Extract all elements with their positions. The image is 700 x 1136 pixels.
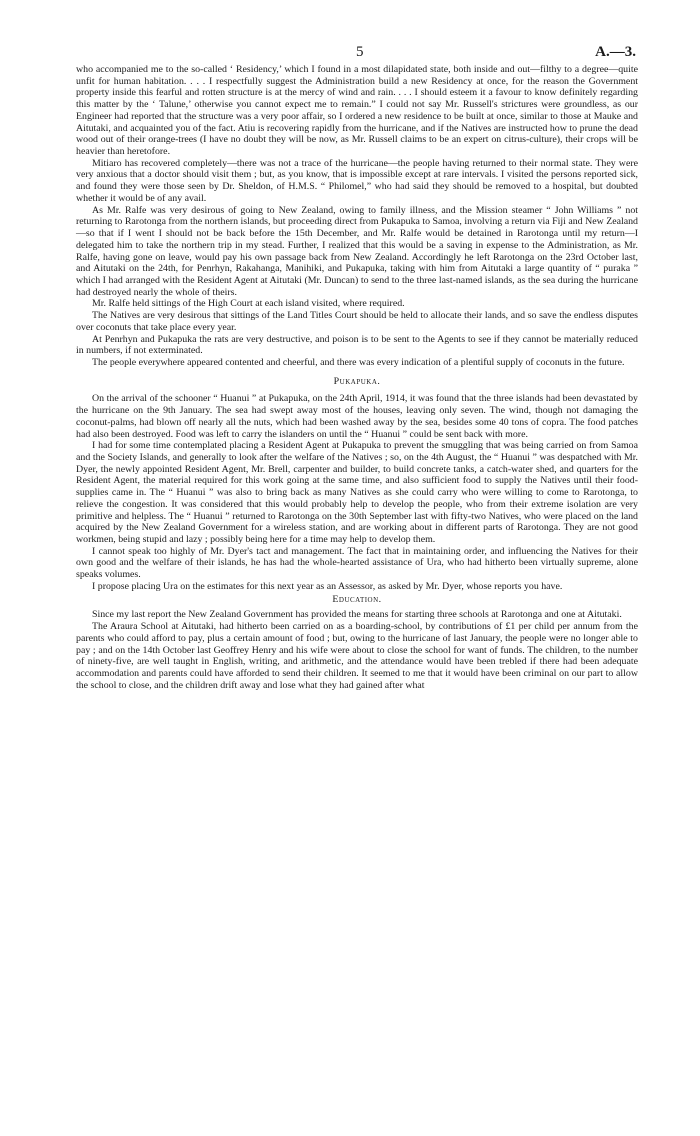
page-number: 5: [356, 44, 364, 60]
paragraph-schools: Since my last report the New Zealand Government has provided the means for starting three schools at Rarotonga and one at Aitutaki.: [92, 609, 622, 621]
section-heading-pukapuka: Pukapuka.: [333, 375, 381, 387]
series-code: A.—3.: [595, 44, 636, 60]
paragraph-ura: I propose placing Ura on the estimates for this next year as an Assessor, as asked by Mr. Dyer, whose reports you have.: [92, 580, 563, 592]
body-text: [76, 64, 638, 691]
paragraph-northern-trip: As Mr. Ralfe was very desirous of going to New Zealand, owing to family illness, and the Mission steamer “ John Williams ” not returning to Rarotonga from the northern islands, but proceeding direct from Pukapuka to Samoa, involving a return via Fiji and New Zealand—so that if I went I should not be back before the 15th December, and Mr. Ralfe would be detained in Rarotonga until my return—I delegated him to take the northern trip in my stead. Further, I realized that this would be a saving in expense to the Administration, as Mr. Ralfe, having gone on leave, would pay his own passage back from New Zealand. Accordingly he left Rarotonga on the 23rd October last, and Aitutaki on the 24th, for Penrhyn, Rakahanga, Manihiki, and Pukapuka, taking with him from Aitutaki a large quantity of “ puraka ” which I had arranged with the Resident Agent at Aitutaki (Mr. Duncan) to send to the three last-named islands, as the sea during the hurricane had destroyed nearly the whole of theirs.: [76, 204, 638, 298]
paragraph-resident-agent: I had for some time contemplated placing a Resident Agent at Pukapuka to prevent the smuggling that was being carried on from Samoa and the Society Islands, and generally to look after the welfare of the Natives ; so, on the 4th August, the “ Huanui ” was despatched with Mr. Dyer, the newly appointed Resident Agent, Mr. Brell, carpenter and builder, to build concrete tanks, a catch-water shed, and quarters for the Resident Agent, the material required for this work going at the same time, and also sufficient food to supply the Natives until their food-supplies came in. The “ Huanui ” was also to bring back as many Natives as she could carry who were willing to come to Rarotonga, to relieve the congestion. It was considered that this would probably help to develop the people, who from their extreme isolation are very primitive and helpless. The “ Huanui ” returned to Rarotonga on the 30th September last with fifty-two Natives, who were placed on the land acquired by the New Zealand Government for a wireless station, and are working about in different parts of Rarotonga. They are not good workmen, being stupid and lazy ; possibly being here for a time may help to develop them.: [76, 440, 638, 546]
paragraph-araura-school: The Araura School at Aitutaki, had hitherto been carried on as a boarding-school, by contributions of £1 per child per annum from the parents who could afford to pay, plus a certain amount of food ; but, owing to the hurricane of last January, the people were no longer able to pay ; and on the 14th October last Geoffrey Henry and his wife were about to close the school for want of funds. The children, to the number of ninety-five, are well taught in English, writing, and arithmetic, and the attendance would have been trebled if there had been adequate accommodation and parents could have afforded to send their children. It seemed to me that it would have been criminal on our part to allow the school to close, and the children drift away and lose what they had gained after what: [76, 621, 638, 691]
paragraph-rats: At Penrhyn and Pukapuka the rats are very destructive, and poison is to be sent to the Agents to see if they cannot be materially reduced in numbers, if not exterminated.: [76, 333, 638, 357]
paragraph-mr-dyer: I cannot speak too highly of Mr. Dyer's tact and management. The fact that in maintaining order, and influencing the Natives for their own good and the welfare of their islands, he has had the whole-hearted assistance of Ura, who had hitherto been virtually supreme, alone speaks volumes.: [76, 545, 638, 581]
paragraph-mitiaro: Mitiaro has recovered completely—there was not a trace of the hurricane—the people having returned to their normal state. They were very anxious that a doctor should visit them ; but, as you know, that is impossible except at rare intervals. I visited the persons reported sick, and found they were those seen by Dr. Sheldon, of H.M.S. “ Philomel,” who had said they should be removed to a hospital, but doubted whether it would be of any avail.: [76, 157, 638, 204]
page-header: [76, 0, 638, 64]
paragraph-land-titles: The Natives are very desirous that sittings of the Land Titles Court should be held to allocate their lands, and so save the endless disputes over coconuts that take place every year.: [76, 310, 638, 333]
paragraph-people: The people everywhere appeared contented and cheerful, and there was every indication of a plentiful supply of coconuts in the future.: [92, 356, 625, 368]
paragraph-residency: who accompanied me to the so-called ‘ Residency,’ which I found in a most dilapidated state, both inside and out—filthy to a degree—quite unfit for human habitation. . . . I respectfully suggest the Administration build a new Residency at once, for the reason the Government property inside this fearful and rotten structure is at the mercy of wind and rain. . . . I should esteem it a favour to know definitely regarding this matter by the ‘ Talune,’ otherwise you cannot expect me to remain.” I could not say Mr. Russell's strictures were groundless, as our Engineer had reported that the structure was a very poor affair, so I ordered a new residence to be built at once, similar to those at Mauke and Aitutaki, and acquainted you of the fact. Atiu is recovering rapidly from the hurricane, and if the Natives are instructed how to prune the dead wood out of their orange-trees (I have no doubt they will be now, as Mr. Russell claims to be an expert on citrus-culture), their crops will be heavier than heretofore.: [76, 64, 638, 158]
section-heading-education: Education.: [332, 593, 382, 605]
paragraph-high-court: Mr. Ralfe held sittings of the High Court at each island visited, where required.: [92, 298, 405, 310]
paragraph-huanui-arrival: On the arrival of the schooner “ Huanui ” at Pukapuka, on the 24th April, 1914, it was found that the three islands had been devastated by the hurricane on the 9th January. The sea had swept away most of the houses, leaving only seven. The wind, though not damaging the coconut-palms, had blown off nearly all the nuts, which had been washed away by the sea, besides some 40 tons of copra. The food patches had also been destroyed. Food was left to carry the islanders on until the “ Huanui ” could be sent back with more.: [76, 393, 638, 440]
